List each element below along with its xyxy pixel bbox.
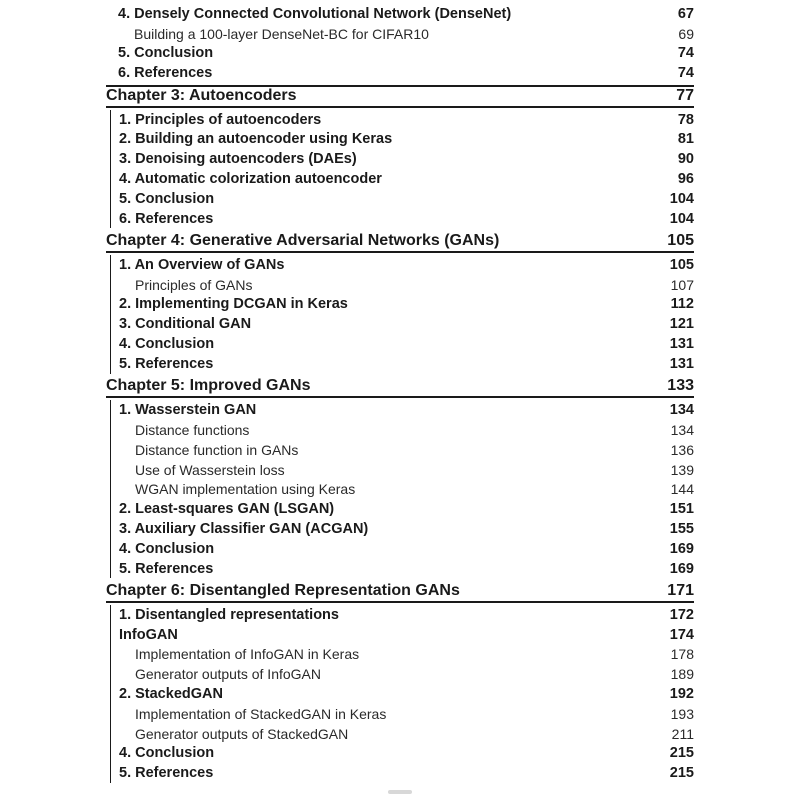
- toc-entry-page: 121: [669, 316, 694, 333]
- toc-entry-page: 131: [669, 355, 694, 372]
- toc-entry[interactable]: [106, 24, 694, 44]
- toc-entry-page: 151: [669, 501, 694, 518]
- toc-entry-page: 174: [669, 626, 694, 643]
- chapter-title: Chapter 5: Improved GANs: [106, 377, 311, 394]
- toc-entry-title: 4. Automatic colorization autoencoder: [119, 170, 382, 187]
- toc-entry[interactable]: [107, 744, 694, 764]
- toc-entry-title: Building a 100-layer DenseNet-BC for CIFAR10: [134, 25, 429, 42]
- toc-entry-page: 134: [669, 402, 694, 419]
- toc-entry[interactable]: [107, 539, 694, 559]
- toc-entry-title: WGAN implementation using Keras: [135, 481, 356, 498]
- toc-entry[interactable]: [106, 4, 694, 24]
- toc-entry-page: 155: [669, 520, 694, 537]
- toc-entry-title: 1. Disentangled representations: [119, 606, 339, 623]
- page-footer-mark: [388, 790, 412, 794]
- toc-entry-page: 136: [670, 441, 694, 458]
- toc-entry[interactable]: [107, 169, 694, 189]
- toc-entry[interactable]: [107, 605, 694, 625]
- toc-entry-page: 96: [677, 170, 694, 187]
- toc-entry-page: 112: [670, 296, 694, 313]
- toc-entry-title: Generator outputs of InfoGAN: [135, 666, 321, 683]
- chapter-heading[interactable]: [106, 85, 694, 108]
- toc-entry-page: 90: [677, 151, 694, 168]
- toc-entry[interactable]: [106, 63, 694, 83]
- toc-entry[interactable]: [107, 499, 694, 519]
- chapter-entries: [110, 255, 694, 374]
- toc-entry[interactable]: [107, 149, 694, 169]
- toc-entry[interactable]: [107, 763, 694, 783]
- chapter-title: Chapter 6: Disentangled Representation GANs: [106, 581, 460, 599]
- toc-entry[interactable]: [107, 479, 694, 499]
- toc-entry-page: 139: [670, 461, 694, 478]
- toc-entry-title: 1. Wasserstein GAN: [119, 402, 257, 419]
- chapter-page: 171: [667, 581, 694, 599]
- toc-entry-title: 6. References: [118, 65, 213, 82]
- chapter-heading[interactable]: [106, 230, 694, 253]
- toc-entry-title: 3. Denoising autoencoders (DAEs): [119, 151, 357, 168]
- toc-entry-page: 78: [677, 111, 694, 128]
- toc-entry-page: 81: [677, 131, 694, 148]
- toc-entry[interactable]: [107, 314, 694, 334]
- toc-entry-title: Generator outputs of StackedGAN: [135, 725, 349, 742]
- table-of-contents: [106, 4, 694, 785]
- toc-entry[interactable]: [107, 129, 694, 149]
- toc-entry-title: 5. Conclusion: [118, 45, 214, 62]
- toc-top-group: [106, 4, 694, 83]
- toc-entry-title: 2. Implementing DCGAN in Keras: [119, 296, 348, 313]
- toc-entry-page: 144: [670, 481, 694, 498]
- toc-entry[interactable]: [107, 255, 694, 275]
- toc-entry-title: 5. References: [119, 355, 214, 372]
- toc-entry-page: 131: [669, 336, 694, 353]
- toc-entry-page: 74: [677, 45, 694, 62]
- toc-entry[interactable]: [107, 189, 694, 209]
- chapter-entries: [110, 110, 694, 229]
- toc-entry-title: Principles of GANs: [135, 276, 253, 293]
- toc-entry-title: 5. References: [119, 560, 214, 577]
- toc-entry[interactable]: [107, 275, 694, 295]
- toc-entry[interactable]: [106, 44, 694, 64]
- toc-entry[interactable]: [107, 724, 694, 744]
- toc-entry[interactable]: [107, 354, 694, 374]
- toc-entry[interactable]: [107, 110, 694, 130]
- chapter-title: Chapter 4: Generative Adversarial Networks (GANs): [106, 231, 500, 249]
- toc-entry-page: 67: [677, 5, 694, 22]
- toc-entry-page: 215: [669, 765, 694, 782]
- toc-entry-title: Use of Wasserstein loss: [135, 461, 285, 478]
- toc-entry[interactable]: [107, 625, 694, 645]
- toc-entry-title: 4. Conclusion: [119, 336, 215, 353]
- chapter-entries: [110, 605, 694, 783]
- toc-entry[interactable]: [107, 704, 694, 724]
- toc-entry-title: 5. References: [119, 765, 214, 782]
- toc-entry-title: 3. Conditional GAN: [119, 316, 252, 333]
- toc-entry[interactable]: [107, 420, 694, 440]
- toc-entry-title: 2. StackedGAN: [119, 686, 223, 702]
- toc-entry-title: 6. References: [119, 210, 214, 227]
- chapter-heading[interactable]: [106, 580, 694, 603]
- chapter-page: 77: [676, 87, 694, 105]
- toc-entry-title: 4. Conclusion: [119, 540, 215, 557]
- toc-entry-title: 2. Building an autoencoder using Keras: [119, 131, 393, 148]
- toc-entry[interactable]: [107, 559, 694, 579]
- toc-entry-title: 2. Least-squares GAN (LSGAN): [119, 501, 335, 518]
- chapter-page: 133: [667, 377, 694, 394]
- toc-entry-title: 1. Principles of autoencoders: [119, 111, 322, 128]
- toc-entry-page: 104: [669, 190, 694, 207]
- toc-entry-title: Distance functions: [135, 421, 250, 438]
- toc-entry[interactable]: [107, 519, 694, 539]
- toc-entry[interactable]: [107, 209, 694, 229]
- chapter-page: 105: [667, 231, 694, 249]
- toc-chapters: [106, 85, 694, 783]
- toc-entry-title: InfoGAN: [119, 626, 178, 643]
- toc-entry[interactable]: [107, 684, 694, 704]
- toc-entry-title: 5. Conclusion: [119, 190, 215, 207]
- toc-entry[interactable]: [107, 400, 694, 420]
- toc-entry-title: 1. An Overview of GANs: [119, 256, 285, 273]
- toc-entry[interactable]: [107, 664, 694, 684]
- toc-entry-title: 4. Conclusion: [119, 745, 215, 762]
- toc-entry-title: Implementation of InfoGAN in Keras: [135, 646, 360, 663]
- toc-entry[interactable]: [107, 334, 694, 354]
- toc-entry-page: 193: [670, 705, 694, 722]
- toc-entry-page: 169: [669, 560, 694, 577]
- toc-entry-page: 178: [670, 646, 694, 663]
- toc-entry-page: 107: [670, 276, 694, 293]
- chapter-heading[interactable]: [106, 376, 694, 399]
- chapter-title: Chapter 3: Autoencoders: [106, 87, 297, 105]
- toc-entry-page: 104: [669, 210, 694, 227]
- toc-entry-page: 134: [670, 421, 694, 438]
- toc-entry[interactable]: [107, 645, 694, 665]
- toc-entry-title: Distance function in GANs: [135, 441, 299, 458]
- toc-entry-page: 169: [669, 540, 694, 557]
- toc-entry-page: 189: [670, 666, 694, 683]
- toc-entry[interactable]: [107, 295, 694, 315]
- toc-entry[interactable]: [107, 460, 694, 480]
- toc-entry-page: 69: [678, 25, 694, 42]
- toc-entry-page: 211: [671, 725, 694, 742]
- toc-entry-title: Implementation of StackedGAN in Keras: [135, 705, 387, 722]
- toc-entry[interactable]: [107, 440, 694, 460]
- toc-entry-page: 74: [677, 65, 694, 82]
- toc-entry-page: 192: [669, 686, 694, 702]
- chapter-entries: [110, 400, 694, 578]
- toc-entry-title: 4. Densely Connected Convolutional Network (DenseNet): [118, 5, 512, 22]
- toc-entry-page: 105: [669, 256, 694, 273]
- toc-entry-page: 172: [669, 606, 694, 623]
- toc-entry-title: 3. Auxiliary Classifier GAN (ACGAN): [119, 520, 369, 537]
- toc-entry-page: 215: [669, 745, 694, 762]
